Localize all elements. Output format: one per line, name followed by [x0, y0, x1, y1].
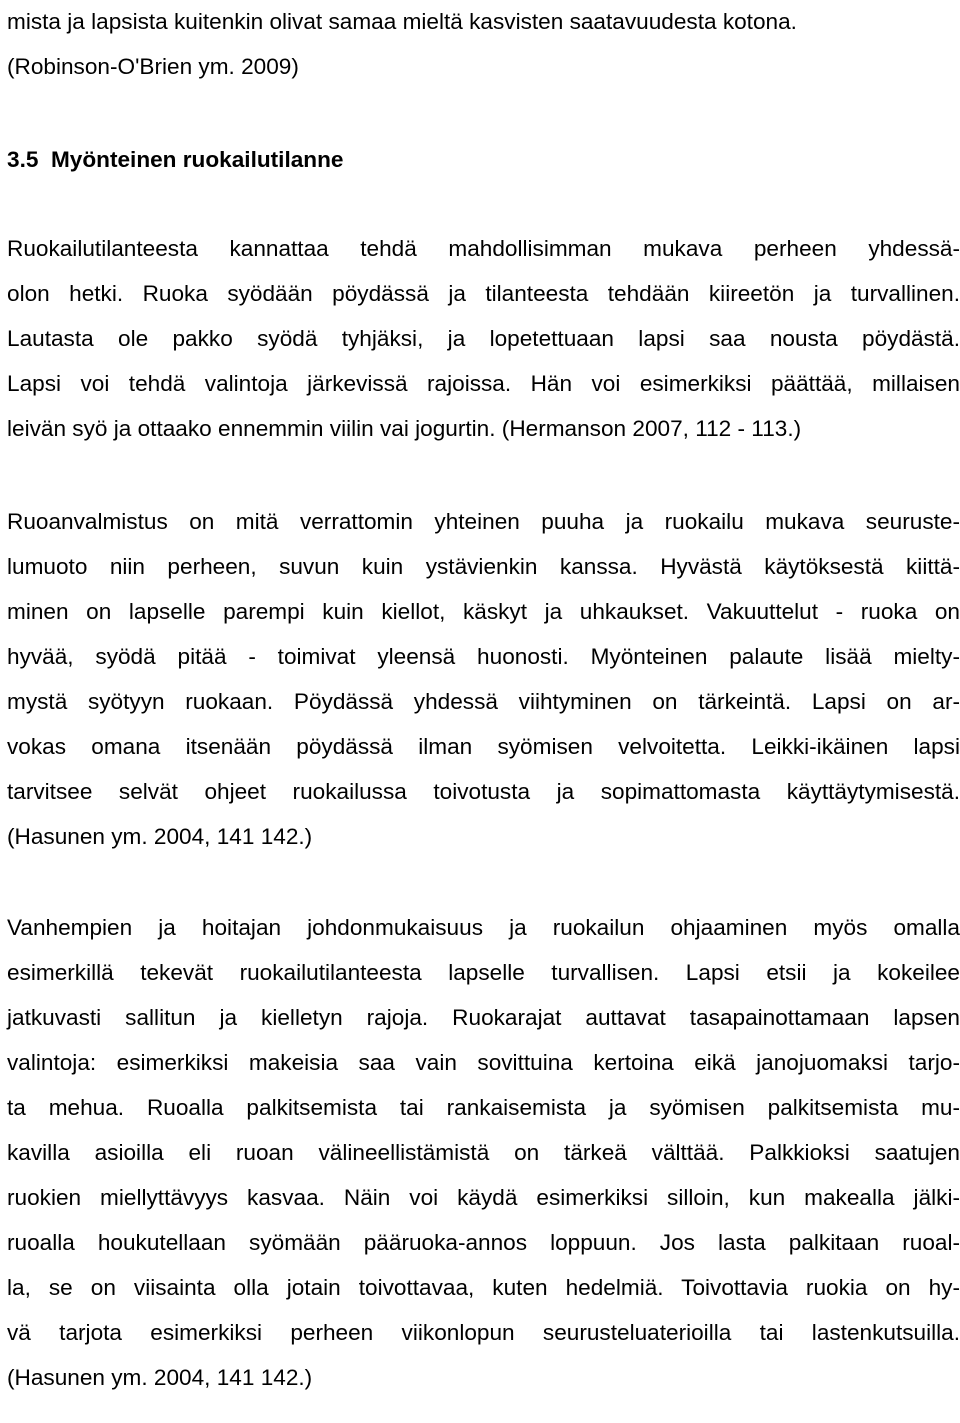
- paragraph-3-line: (Hasunen ym. 2004, 141 142.): [7, 1365, 313, 1390]
- intro-line-1: mista ja lapsista kuitenkin olivat samaa mieltä kasvisten saatavuudesta kotona.: [7, 9, 797, 34]
- paragraph-3-line: esimerkillä tekevät ruokailutilanteesta lapselle turvallisen. Lapsi etsii ja kokeilee: [7, 960, 960, 985]
- paragraph-2-line: tarvitsee selvät ohjeet ruokailussa toivotusta ja sopimattomasta käyttäytymisestä.: [7, 779, 960, 804]
- paragraph-3-line: vä tarjota esimerkiksi perheen viikonlopun seurusteluaterioilla tai lastenkutsuilla.: [7, 1320, 960, 1345]
- spacer: [7, 182, 960, 227]
- paragraph-1-line: Lautasta ole pakko syödä tyhjäksi, ja lopetettuaan lapsi saa nousta pöydästä.: [7, 326, 960, 351]
- paragraph-3-line: kavilla asioilla eli ruoan välineellistämistä on tärkeä välttää. Palkkioksi saatujen: [7, 1140, 960, 1165]
- paragraph-3-line: ruoalla houkutellaan syömään pääruoka-annos loppuun. Jos lasta palkitaan ruoal-: [7, 1230, 960, 1255]
- section-heading: 3.5 Myönteinen ruokailutilanne: [7, 147, 344, 172]
- spacer: [7, 89, 960, 137]
- paragraph-3-line: Vanhempien ja hoitajan johdonmukaisuus ja ruokailun ohjaaminen myös omalla: [7, 915, 960, 940]
- paragraph-2-line: Ruoanvalmistus on mitä verrattomin yhteinen puuha ja ruokailu mukava seuruste-: [7, 509, 960, 534]
- paragraph-3-line: la, se on viisainta olla jotain toivottavaa, kuten hedelmiä. Toivottavia ruokia on hy-: [7, 1275, 960, 1300]
- paragraph-3-line: valintoja: esimerkiksi makeisia saa vain sovittuina kertoina eikä janojuomaksi tarjo-: [7, 1050, 960, 1075]
- paragraph-1-line: Ruokailutilanteesta kannattaa tehdä mahdollisimman mukava perheen yhdessä-: [7, 236, 960, 261]
- paragraph-2-line: vokas omana itsenään pöydässä ilman syömisen velvoitetta. Leikki-ikäinen lapsi: [7, 734, 960, 759]
- paragraph-2-line: hyvää, syödä pitää - toimivat yleensä huonosti. Myönteinen palaute lisää mielty-: [7, 644, 960, 669]
- paragraph-1-line: leivän syö ja ottaako ennemmin viilin vai jogurtin. (Hermanson 2007, 112 - 113.): [7, 416, 802, 441]
- document-page: [7, 0, 960, 1400]
- paragraph-1: [7, 226, 960, 451]
- paragraph-1-line: Lapsi voi tehdä valintoja järkevissä rajoissa. Hän voi esimerkiksi päättää, millaisen: [7, 371, 960, 396]
- spacer: [7, 451, 960, 499]
- paragraph-1-line: olon hetki. Ruoka syödään pöydässä ja tilanteesta tehdään kiireetön ja turvallinen.: [7, 281, 960, 306]
- intro-paragraph: [7, 0, 960, 89]
- paragraph-3-line: ruokien miellyttävyys kasvaa. Näin voi käydä esimerkiksi silloin, kun makealla jälki-: [7, 1185, 960, 1210]
- paragraph-2-line: mystä syötyyn ruokaan. Pöydässä yhdessä viihtyminen on tärkeintä. Lapsi on ar-: [7, 689, 960, 714]
- paragraph-3: [7, 905, 960, 1400]
- paragraph-2-line: minen on lapselle parempi kuin kiellot, käskyt ja uhkaukset. Vakuuttelut - ruoka on: [7, 599, 960, 624]
- paragraph-3-line: jatkuvasti sallitun ja kielletyn rajoja. Ruokarajat auttavat tasapainottamaan lapsen: [7, 1005, 960, 1030]
- spacer: [7, 859, 960, 905]
- paragraph-2-line: (Hasunen ym. 2004, 141 142.): [7, 824, 313, 849]
- paragraph-2-line: lumuoto niin perheen, suvun kuin ystävienkin kanssa. Hyvästä käytöksestä kiittä-: [7, 554, 960, 579]
- intro-line-2: (Robinson-O'Brien ym. 2009): [7, 54, 299, 79]
- paragraph-3-line: ta mehua. Ruoalla palkitsemista tai rankaisemista ja syömisen palkitsemista mu-: [7, 1095, 960, 1120]
- paragraph-2: [7, 499, 960, 859]
